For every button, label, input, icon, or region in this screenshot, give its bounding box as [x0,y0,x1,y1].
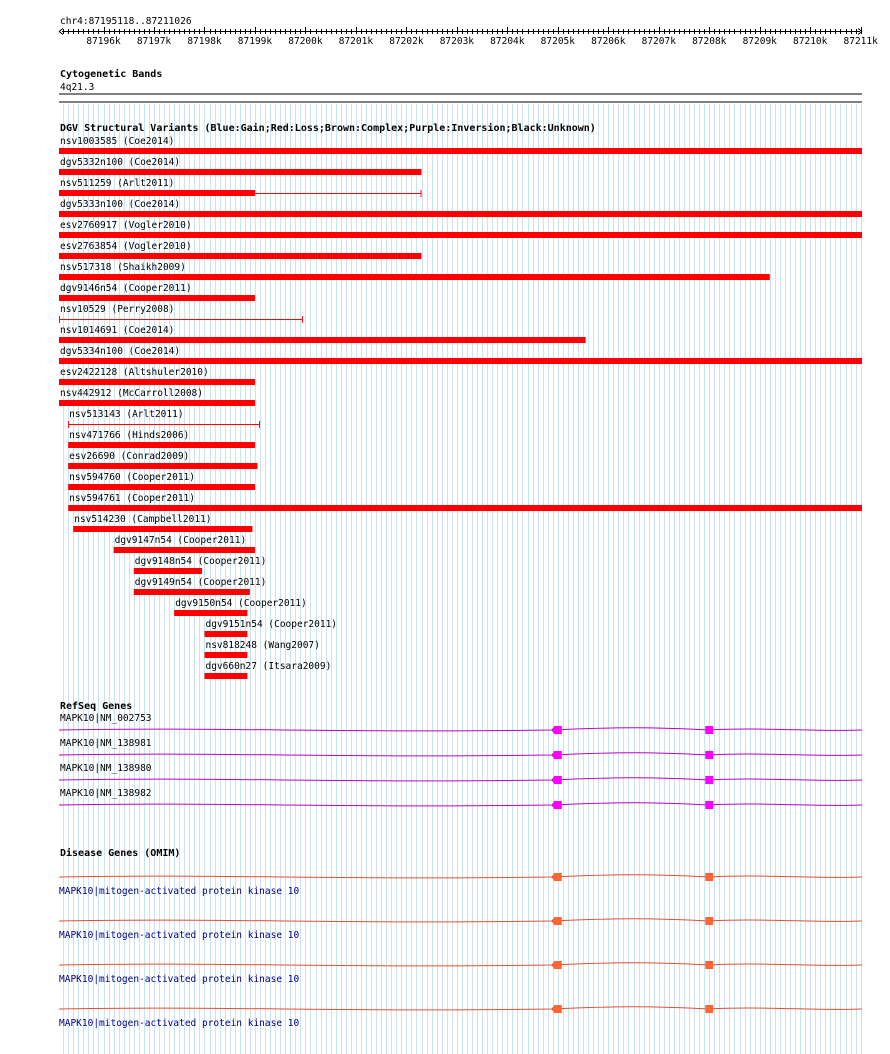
refseq-exon [705,776,713,784]
dgv-variant-bar [59,274,770,280]
ruler-tick-label: 87210k [793,36,828,47]
dgv-variant-bar [59,190,255,196]
refseq-exon [705,801,713,809]
cytoband-label: 4q21.3 [60,82,95,93]
dgv-variant-bar [59,295,255,301]
omim-exon [705,917,713,925]
dgv-variant-bar [59,211,862,217]
dgv-variant-label: esv2422128 (Altshuler2010) [60,367,209,378]
dgv-variant-bar [174,610,247,616]
dgv-variant-label: nsv594761 (Cooper2011) [69,493,196,504]
dgv-variant-label: nsv1014691 (Coe2014) [60,325,175,336]
dgv-variant-bar [204,631,247,637]
coordinate-ruler [59,16,878,47]
omim-title: Disease Genes (OMIM) [60,848,181,859]
ruler-tick-label: 87201k [338,36,374,47]
refseq-exon [705,726,713,734]
dgv-variant-bar [59,253,422,259]
omim-exon [554,917,562,925]
ruler-axis [59,27,878,47]
ruler-tick-label: 87199k [237,36,273,47]
ruler-tick-label: 87200k [288,36,323,47]
refseq-gene-label: MAPK10|NM_138982 [60,788,152,799]
omim-exon [554,1005,562,1013]
refseq-gene-label: MAPK10|NM_002753 [60,713,152,724]
omim-exon [705,1005,713,1013]
dgv-variant-bar [59,400,255,406]
refseq-exon [554,801,562,809]
dgv-variant-bar [59,169,422,175]
refseq-gene-label: MAPK10|NM_138980 [60,763,152,774]
dgv-variant-label: esv2760917 (Vogler2010) [60,220,192,231]
dgv-variant-bar [73,526,252,532]
ruler-tick-label: 87205k [540,36,575,47]
refseq-exon [705,751,713,759]
dgv-variant-bar [68,463,257,469]
dgv-variant-bar [59,148,862,154]
omim-exon [554,961,562,969]
ruler-tick-label: 87197k [136,36,172,47]
dgv-variant-label: dgv660n27 (Itsara2009) [205,661,332,672]
dgv-variant-label: esv2763854 (Vogler2010) [60,241,192,252]
dgv-variant-label: nsv513143 (Arlt2011) [69,409,184,420]
ruler-tick-label: 87198k [187,36,222,47]
dgv-variant-label: dgv9146n54 (Cooper2011) [60,283,192,294]
ruler-tick-label: 87211k [843,36,878,47]
dgv-variant-label: nsv10529 (Perry2008) [60,304,175,315]
dgv-variant-label: nsv511259 (Arlt2011) [60,178,175,189]
ruler-tick-label: 87207k [641,36,676,47]
dgv-variant-label: nsv514230 (Campbell2011) [74,514,212,525]
dgv-variant-label: esv26690 (Conrad2009) [69,451,190,462]
dgv-variant-bar [134,589,250,595]
dgv-variant-label: dgv9149n54 (Cooper2011) [134,577,267,588]
omim-gene-label: MAPK10|mitogen-activated protein kinase 10 [59,886,300,897]
ruler-tick-label: 87196k [86,36,121,47]
ruler-tick-label: 87206k [591,36,626,47]
dgv-variant-label: dgv5333n100 (Coe2014) [60,199,181,210]
dgv-variant-bar [59,232,862,238]
omim-exon [705,961,713,969]
cytoband-title: Cytogenetic Bands [60,69,163,80]
dgv-variant-bar [59,379,255,385]
dgv-variant-bar [204,673,247,679]
dgv-variant-label: dgv9148n54 (Cooper2011) [134,556,267,567]
omim-exon [554,873,562,881]
ruler-tick-label: 87204k [490,36,525,47]
refseq-title: RefSeq Genes [60,701,133,712]
dgv-variant-bar [59,337,586,343]
refseq-exon [554,751,562,759]
dgv-variant-label: nsv818248 (Wang2007) [205,640,320,651]
dgv-variant-label: nsv1003585 (Coe2014) [60,136,175,147]
refseq-gene-label: MAPK10|NM_138981 [60,738,152,749]
dgv-variant-bar [59,358,862,364]
dgv-variant-bar [114,547,255,553]
region-label: chr4:87195118..87211026 [60,16,192,27]
dgv-variant-label: dgv9147n54 (Cooper2011) [114,535,247,546]
dgv-variant-label: dgv9151n54 (Cooper2011) [205,619,338,630]
dgv-variant-bar [134,568,202,574]
ruler-tick-label: 87209k [742,36,777,47]
dgv-variant-label: nsv517318 (Shaikh2009) [60,262,186,273]
refseq-exon [554,726,562,734]
dgv-title: DGV Structural Variants (Blue:Gain;Red:Loss;Brown:Complex;Purple:Inversion;Black:Unknown) [60,123,596,134]
refseq-exon [554,776,562,784]
dgv-variant-label: nsv594760 (Cooper2011) [69,472,196,483]
dgv-variant-bar [204,652,247,658]
ruler-tick-label: 87202k [389,36,424,47]
dgv-variant-bar [68,442,255,448]
cytoband-track [59,68,862,102]
dgv-variant-label: dgv9150n54 (Cooper2011) [175,598,307,609]
omim-gene-label: MAPK10|mitogen-activated protein kinase 10 [59,1018,300,1029]
omim-gene-label: MAPK10|mitogen-activated protein kinase 10 [59,974,300,985]
omim-exon [705,873,713,881]
ruler-tick-label: 87208k [692,36,727,47]
dgv-variant-label: nsv442912 (McCarroll2008) [60,388,203,399]
dgv-variant-label: dgv5332n100 (Coe2014) [60,157,181,168]
omim-gene-label: MAPK10|mitogen-activated protein kinase 10 [59,930,300,941]
dgv-variant-bar [68,484,255,490]
dgv-variant-label: dgv5334n100 (Coe2014) [60,346,181,357]
dgv-variant-label: nsv471766 (Hinds2006) [69,430,190,441]
ruler-tick-label: 87203k [439,36,475,47]
dgv-variant-bar [68,505,862,511]
